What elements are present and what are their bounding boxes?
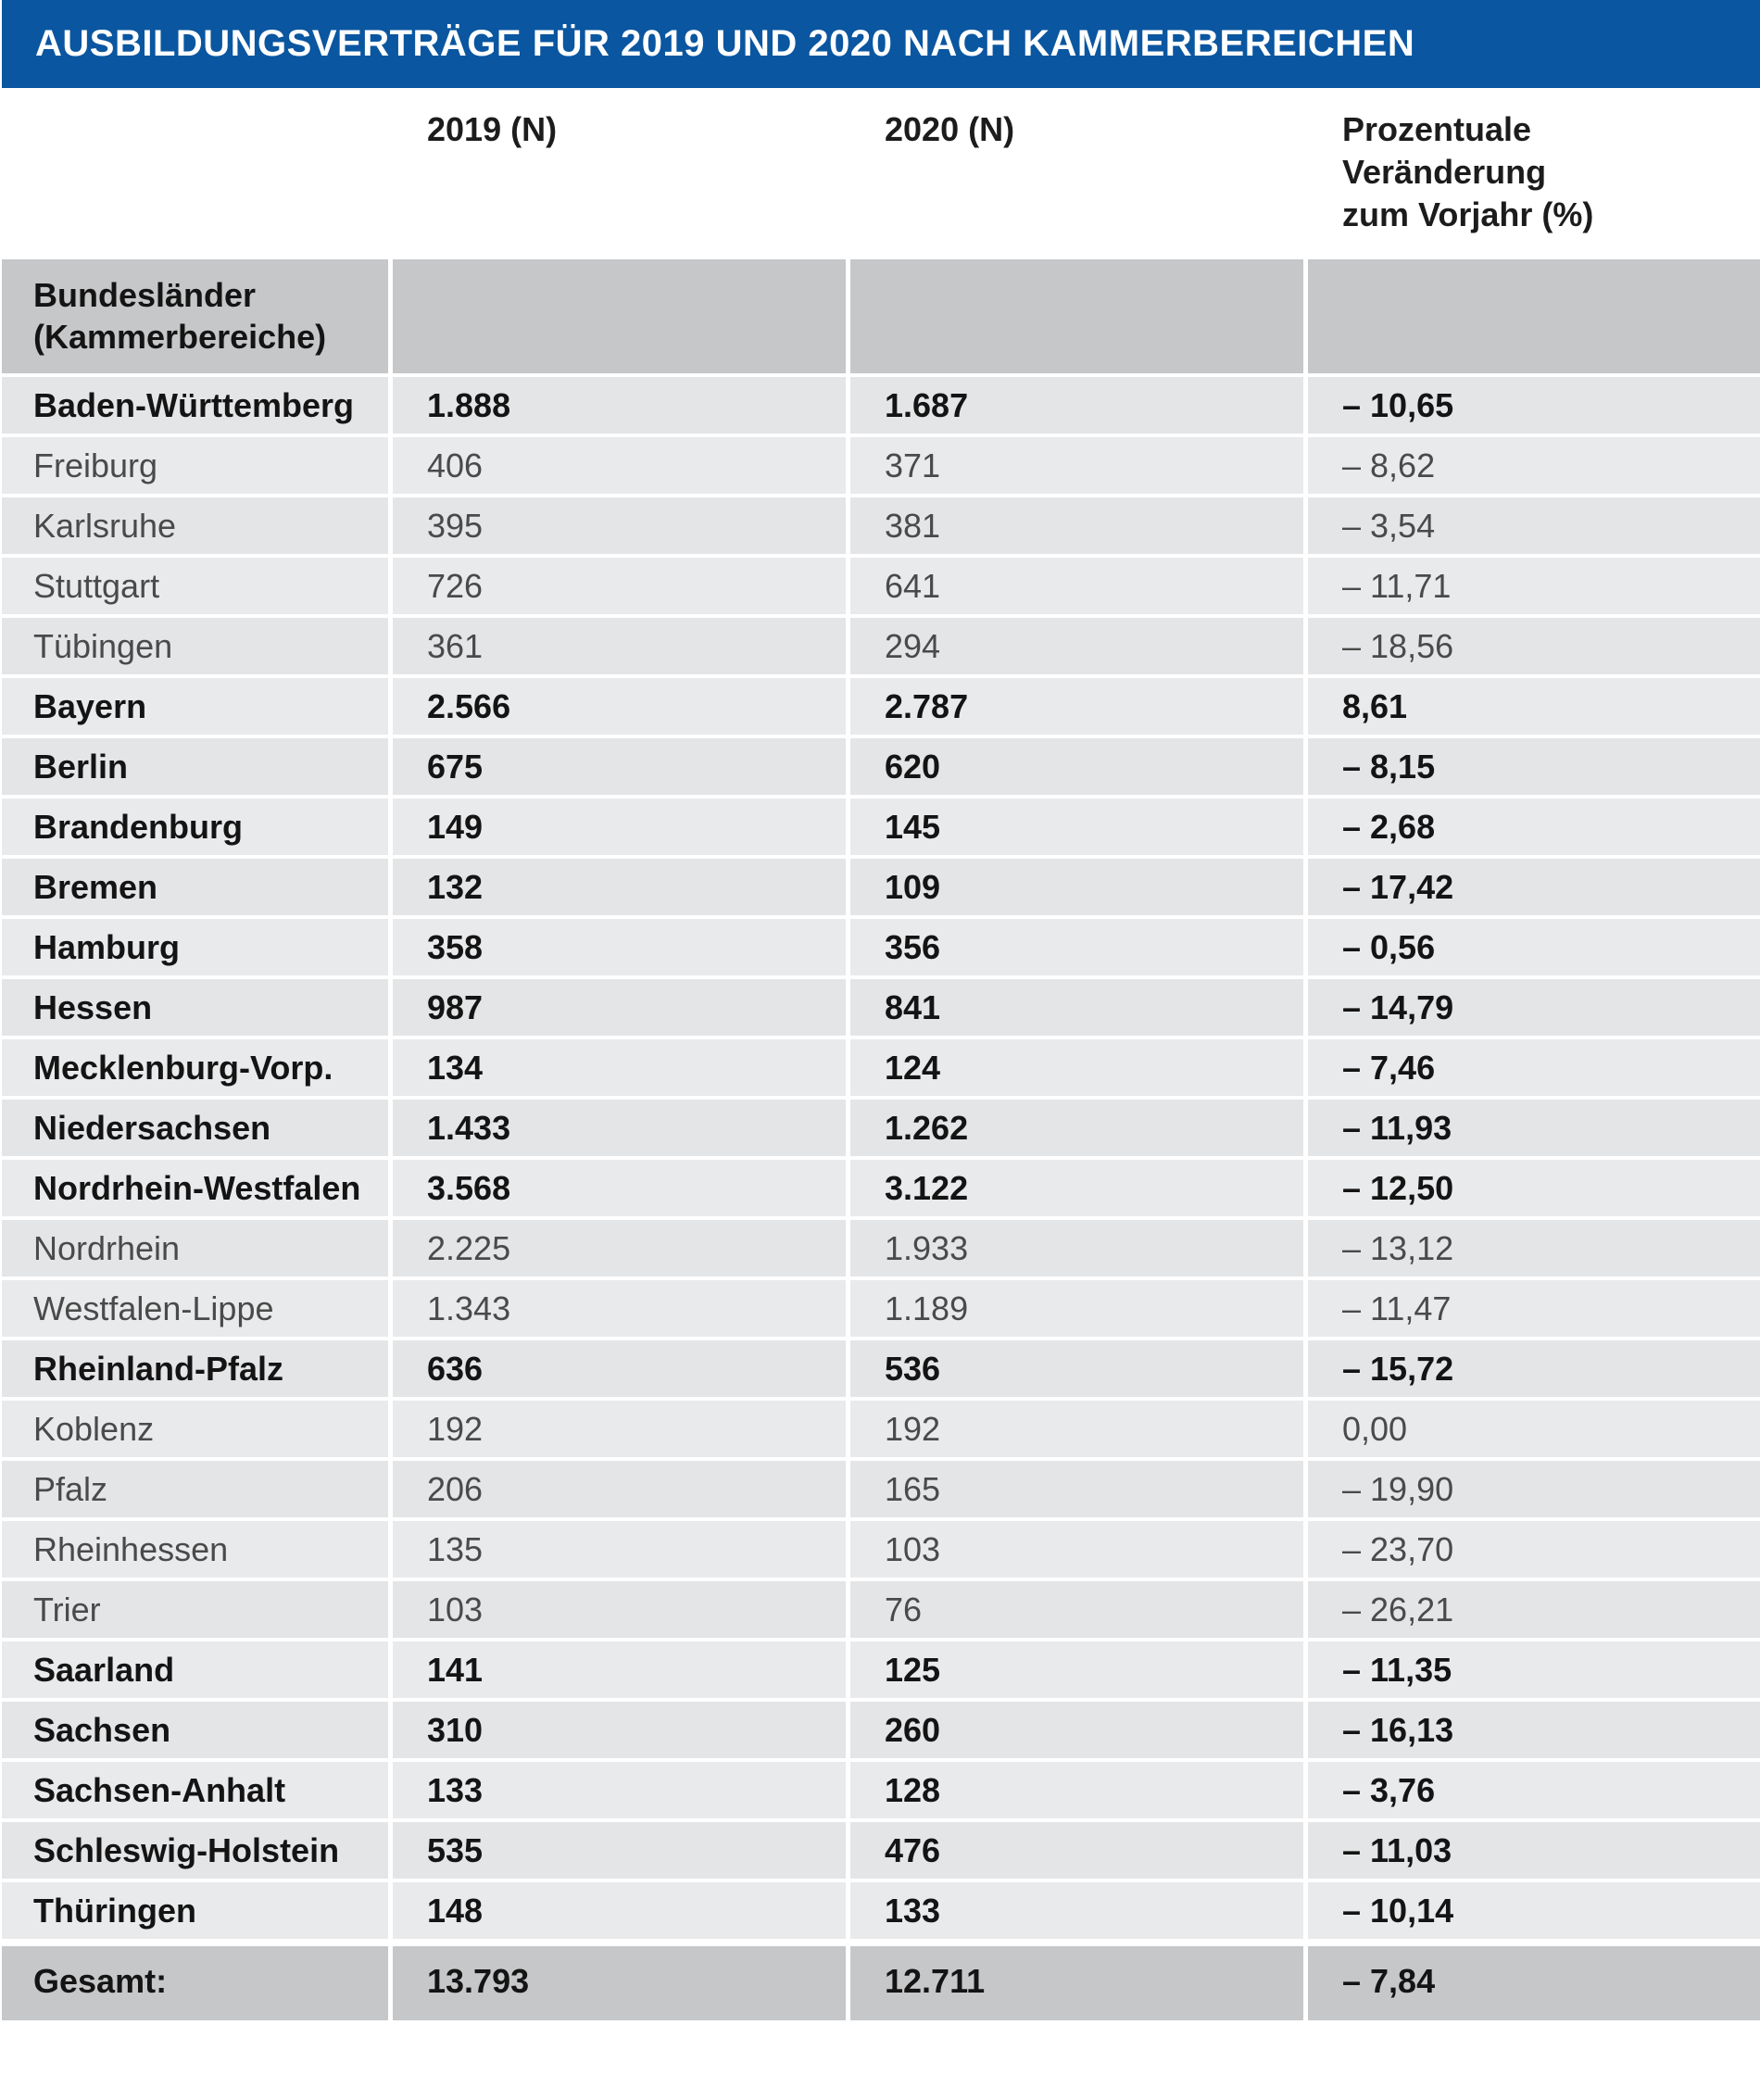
row-change-cell: – 3,76 (1303, 1762, 1760, 1818)
row-label-cell: Trier (33, 1591, 101, 1628)
row-2020-cell: 76 (846, 1581, 1303, 1638)
section-header-empty-2020 (846, 259, 1303, 373)
row-2020-cell: 841 (846, 979, 1303, 1036)
table-row (2, 558, 1760, 618)
table-row (2, 1822, 1760, 1882)
row-2019-cell: 395 (388, 497, 846, 554)
row-label-cell: Tübingen (33, 627, 173, 665)
row-change-cell: – 13,12 (1303, 1220, 1760, 1276)
row-2019-cell: 3.568 (388, 1160, 846, 1216)
row-2019-cell: 2.566 (388, 678, 846, 735)
table-row (2, 1220, 1760, 1280)
total-row-2019-cell: 13.793 (388, 1946, 846, 2020)
table-row (2, 497, 1760, 558)
row-2019-cell: 103 (388, 1581, 846, 1638)
row-label-cell: Freiburg (33, 446, 158, 484)
row-label-cell: Brandenburg (33, 808, 244, 846)
row-label-cell: Westfalen-Lippe (33, 1289, 274, 1327)
table-row (2, 1340, 1760, 1401)
row-2019-cell: 358 (388, 919, 846, 975)
total-row-2020-cell: 12.711 (846, 1946, 1303, 2020)
row-label-cell: Hamburg (33, 928, 181, 966)
row-change-cell: – 11,93 (1303, 1100, 1760, 1156)
section-header-label (2, 259, 388, 373)
row-2020-cell: 641 (846, 558, 1303, 614)
row-label-cell: Bayern (33, 687, 147, 725)
row-change-cell: – 11,47 (1303, 1280, 1760, 1337)
table-row (2, 1762, 1760, 1822)
column-header-change-line2: Veränderung (1342, 153, 1547, 191)
row-change-cell: – 12,50 (1303, 1160, 1760, 1216)
total-row (2, 1946, 1760, 2020)
row-2020-cell: 1.687 (846, 377, 1303, 434)
column-header-change-line3: zum Vorjahr (%) (1342, 195, 1594, 233)
row-2019-cell: 406 (388, 437, 846, 494)
section-header-row (2, 259, 1760, 377)
row-2020-cell: 3.122 (846, 1160, 1303, 1216)
column-header-change (1303, 88, 1760, 259)
row-2019-cell: 206 (388, 1461, 846, 1517)
row-2019-cell: 133 (388, 1762, 846, 1818)
row-2020-cell: 294 (846, 618, 1303, 674)
row-change-cell: – 26,21 (1303, 1581, 1760, 1638)
table-row (2, 799, 1760, 859)
row-2019-cell: 1.888 (388, 377, 846, 434)
row-change-cell: – 3,54 (1303, 497, 1760, 554)
row-label-cell: Sachsen-Anhalt (33, 1771, 286, 1809)
table-row (2, 678, 1760, 738)
row-2019-cell: 361 (388, 618, 846, 674)
section-header-empty-change (1303, 259, 1760, 373)
row-label-cell: Nordrhein (33, 1229, 181, 1267)
total-row-label-cell: Gesamt: (33, 1962, 168, 2000)
table-title: AUSBILDUNGSVERTRÄGE FÜR 2019 UND 2020 NACH KAMMERBEREICHEN (2, 0, 1760, 88)
row-label-cell: Hessen (33, 988, 153, 1026)
row-2020-cell: 125 (846, 1641, 1303, 1698)
table-row (2, 437, 1760, 497)
table-body (2, 259, 1760, 2020)
table-row (2, 1461, 1760, 1521)
row-label-cell: Rheinland-Pfalz (33, 1350, 284, 1388)
row-label-cell: Berlin (33, 748, 129, 786)
row-change-cell: – 19,90 (1303, 1461, 1760, 1517)
column-header-row (2, 88, 1760, 259)
row-2019-cell: 141 (388, 1641, 846, 1698)
row-2019-cell: 134 (388, 1039, 846, 1096)
table-row (2, 618, 1760, 678)
row-2019-cell: 132 (388, 859, 846, 915)
row-2019-cell: 148 (388, 1882, 846, 1939)
row-2020-cell: 124 (846, 1039, 1303, 1096)
column-header-2019: 2019 (N) (388, 88, 846, 259)
row-2019-cell: 192 (388, 1401, 846, 1457)
row-label-cell: Schleswig-Holstein (33, 1831, 340, 1869)
row-change-cell: – 17,42 (1303, 859, 1760, 915)
row-2019-cell: 135 (388, 1521, 846, 1578)
row-change-cell: – 23,70 (1303, 1521, 1760, 1578)
row-label-cell: Sachsen (33, 1711, 171, 1749)
row-2020-cell: 192 (846, 1401, 1303, 1457)
row-change-cell: – 16,13 (1303, 1702, 1760, 1758)
table-row (2, 859, 1760, 919)
row-2020-cell: 356 (846, 919, 1303, 975)
row-change-cell: – 15,72 (1303, 1340, 1760, 1397)
table-row (2, 979, 1760, 1039)
row-2019-cell: 726 (388, 558, 846, 614)
row-2020-cell: 371 (846, 437, 1303, 494)
row-2020-cell: 476 (846, 1822, 1303, 1879)
row-label-cell: Stuttgart (33, 567, 160, 605)
row-2019-cell: 1.433 (388, 1100, 846, 1156)
row-2020-cell: 260 (846, 1702, 1303, 1758)
column-header-label (2, 88, 388, 259)
row-change-cell: – 8,62 (1303, 437, 1760, 494)
table-row (2, 1401, 1760, 1461)
row-label-cell: Niedersachsen (33, 1109, 271, 1147)
table-row (2, 738, 1760, 799)
row-change-cell: – 8,15 (1303, 738, 1760, 795)
row-label-cell: Bremen (33, 868, 158, 906)
row-change-cell: – 14,79 (1303, 979, 1760, 1036)
row-change-cell: 8,61 (1303, 678, 1760, 735)
row-change-cell: – 2,68 (1303, 799, 1760, 855)
row-2020-cell: 1.189 (846, 1280, 1303, 1337)
row-change-cell: – 10,14 (1303, 1882, 1760, 1939)
table-row (2, 1160, 1760, 1220)
row-change-cell: – 11,03 (1303, 1822, 1760, 1879)
table-row (2, 1581, 1760, 1641)
row-2020-cell: 133 (846, 1882, 1303, 1939)
row-change-cell: – 0,56 (1303, 919, 1760, 975)
row-label-cell: Koblenz (33, 1410, 155, 1448)
row-2019-cell: 675 (388, 738, 846, 795)
row-2020-cell: 2.787 (846, 678, 1303, 735)
total-row-change-cell: – 7,84 (1303, 1946, 1760, 2020)
table-row (2, 1702, 1760, 1762)
row-2019-cell: 310 (388, 1702, 846, 1758)
row-2020-cell: 165 (846, 1461, 1303, 1517)
section-header-line2: (Kammerbereiche) (33, 318, 327, 356)
table-row (2, 377, 1760, 437)
row-change-cell: – 11,35 (1303, 1641, 1760, 1698)
column-header-change-line1: Prozentuale (1342, 110, 1532, 148)
section-header-empty-2019 (388, 259, 846, 373)
row-2019-cell: 636 (388, 1340, 846, 1397)
row-2020-cell: 128 (846, 1762, 1303, 1818)
row-2019-cell: 2.225 (388, 1220, 846, 1276)
row-2019-cell: 1.343 (388, 1280, 846, 1337)
section-header-line1: Bundesländer (33, 276, 257, 314)
row-2020-cell: 1.262 (846, 1100, 1303, 1156)
row-2019-cell: 535 (388, 1822, 846, 1879)
row-label-cell: Pfalz (33, 1470, 108, 1508)
row-2020-cell: 620 (846, 738, 1303, 795)
row-2020-cell: 145 (846, 799, 1303, 855)
table-row (2, 1641, 1760, 1702)
row-2020-cell: 536 (846, 1340, 1303, 1397)
row-label-cell: Nordrhein-Westfalen (33, 1169, 361, 1207)
column-header-2020: 2020 (N) (846, 88, 1303, 259)
table-row (2, 1280, 1760, 1340)
table-row (2, 1882, 1760, 1943)
row-change-cell: 0,00 (1303, 1401, 1760, 1457)
table-row (2, 1100, 1760, 1160)
row-2020-cell: 109 (846, 859, 1303, 915)
row-label-cell: Karlsruhe (33, 507, 177, 545)
row-2019-cell: 149 (388, 799, 846, 855)
row-2020-cell: 381 (846, 497, 1303, 554)
table-row (2, 919, 1760, 979)
row-2019-cell: 987 (388, 979, 846, 1036)
row-label-cell: Baden-Württemberg (33, 386, 355, 424)
row-change-cell: – 10,65 (1303, 377, 1760, 434)
row-change-cell: – 18,56 (1303, 618, 1760, 674)
table-row (2, 1039, 1760, 1100)
row-label-cell: Rheinhessen (33, 1530, 229, 1568)
row-2020-cell: 1.933 (846, 1220, 1303, 1276)
row-change-cell: – 7,46 (1303, 1039, 1760, 1096)
row-label-cell: Mecklenburg-Vorp. (33, 1049, 333, 1087)
row-label-cell: Thüringen (33, 1892, 196, 1930)
row-change-cell: – 11,71 (1303, 558, 1760, 614)
row-2020-cell: 103 (846, 1521, 1303, 1578)
table-row (2, 1521, 1760, 1581)
row-label-cell: Saarland (33, 1651, 175, 1689)
